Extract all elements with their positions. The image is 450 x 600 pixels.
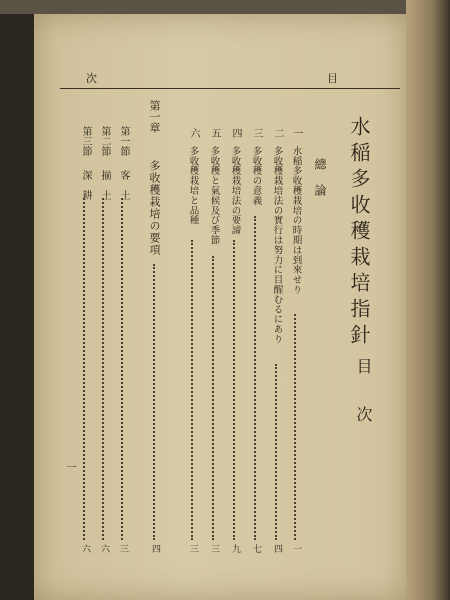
chapter-number: 第一章	[148, 100, 161, 133]
item-title: 多收穫の意義	[250, 146, 262, 206]
leader-dots	[191, 240, 193, 540]
item-number: 一	[291, 128, 302, 138]
leader-dots	[102, 198, 104, 540]
section-general: 總論	[313, 158, 327, 210]
header-rule	[60, 88, 400, 89]
page-number: 九	[230, 544, 240, 553]
item-title: 多收穫と氣候及び季節	[208, 146, 220, 245]
item-number: 六	[188, 128, 199, 138]
item-number: 二	[272, 128, 283, 138]
leader-dots	[233, 240, 235, 540]
item-title: 多收穫栽培法の實行は努力に目醒むるにあり	[271, 146, 283, 344]
section-number: 第一節	[118, 126, 129, 156]
item-title: 水稲多收穫栽培の時期は到來せり	[290, 146, 302, 295]
book-title: 水稲多收穫栽培指針	[347, 116, 371, 350]
page-number: 三	[188, 544, 198, 553]
leader-dots	[83, 198, 85, 540]
item-number: 三	[251, 128, 262, 138]
folio-mark: 一	[64, 462, 75, 472]
section-title: 客 土	[118, 170, 129, 200]
toc-heading: 目 次	[354, 358, 373, 430]
leader-dots	[254, 216, 256, 540]
leader-dots	[153, 264, 155, 540]
page-number: 六	[80, 544, 90, 553]
item-title: 多收穫栽培法の要諦	[229, 146, 241, 236]
leader-dots	[294, 314, 296, 540]
section-number: 第二節	[99, 126, 110, 156]
page-number: 三	[209, 544, 219, 553]
page-number: 三	[118, 544, 128, 553]
leader-dots	[212, 256, 214, 540]
page-number: 七	[251, 544, 261, 553]
running-header-right: 目	[327, 72, 338, 85]
section-number: 第三節	[80, 126, 91, 156]
item-title: 多收穫栽培と品種	[187, 146, 199, 226]
page-number: 一	[291, 544, 301, 553]
page-number: 六	[99, 544, 109, 553]
chapter-title: 多收穫栽培の要項	[148, 160, 161, 256]
page-number: 四	[150, 544, 160, 553]
item-number: 四	[230, 128, 241, 138]
leader-dots	[275, 364, 277, 540]
running-header-left: 次	[86, 72, 97, 85]
section-title: 揃 土	[99, 170, 110, 200]
section-title: 深 耕	[80, 170, 91, 200]
leader-dots	[121, 198, 123, 540]
page-number: 四	[272, 544, 282, 553]
book-edge	[406, 0, 450, 600]
item-number: 五	[209, 128, 220, 138]
top-band	[0, 0, 450, 14]
